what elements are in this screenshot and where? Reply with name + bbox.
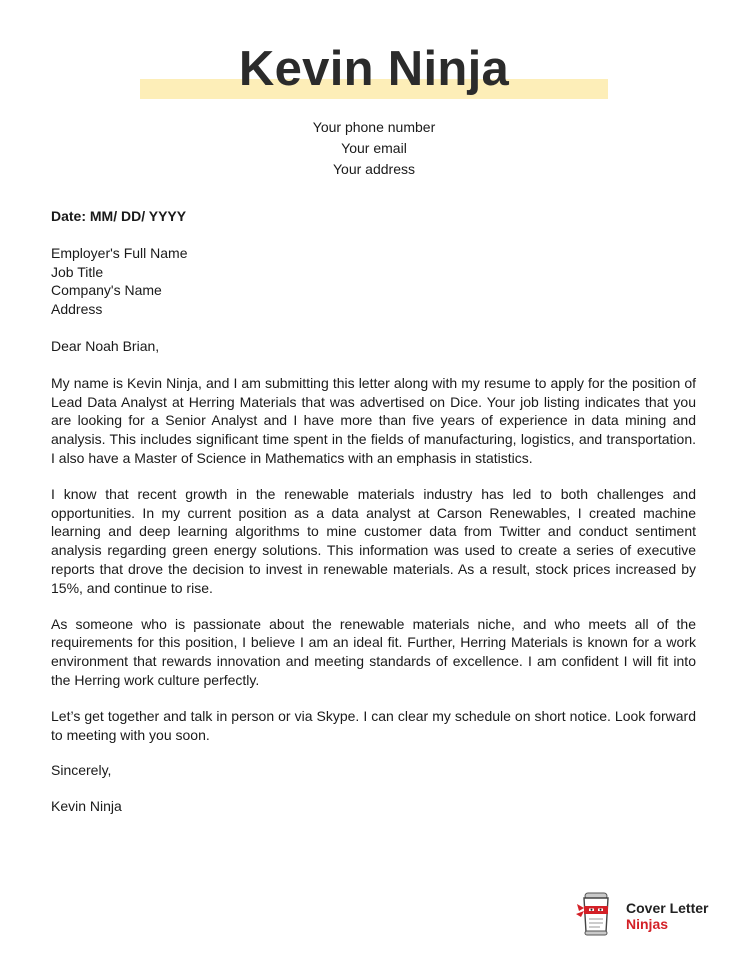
letter-body — [51, 207, 696, 816]
paragraph-fit: As someone who is passionate about the renewable materials niche, and who meets all of the requirements for this position, I believe I am an ideal fit. Further, Herring Materials is known for a work environment that rewards innovation and meeting standards of excellence. I am confident I will fit into the Herring work culture perfectly. — [51, 615, 696, 688]
logo-line-ninjas: Ninjas — [626, 916, 669, 932]
recipient-address: Address — [51, 301, 103, 318]
logo-line-cover-letter: Cover Letter — [626, 900, 709, 916]
paragraph-intro: My name is Kevin Ninja, and I am submitting this letter along with my resume to apply for the position of Lead Data Analyst at Herring Materials that was advertised on Dice. Your job listing indicates that you are looking for a Senior Analyst and I have more than five years of experience in data mining and analysis. This includes significant time spent in the fields of manufacturing, logistics, and transportation. I also have a Master of Science in Mathematics with an emphasis in statistics. — [51, 374, 696, 466]
applicant-name: Kevin Ninja — [238, 42, 510, 96]
recipient-block — [51, 244, 696, 319]
contact-email: Your email — [341, 140, 407, 156]
closing: Sincerely, — [51, 762, 112, 779]
logo-wordmark — [626, 900, 708, 932]
letter-date: Date: MM/ DD/ YYYY — [51, 208, 187, 224]
contact-info — [0, 117, 748, 180]
cover-letter-ninjas-logo — [576, 892, 726, 936]
header-name-block — [0, 38, 748, 104]
contact-phone: Your phone number — [312, 119, 436, 135]
recipient-job-title: Job Title — [51, 263, 104, 280]
signature-name: Kevin Ninja — [51, 798, 122, 815]
salutation: Dear Noah Brian, — [51, 337, 160, 354]
ninja-mascot-icon — [576, 892, 616, 936]
recipient-company: Company's Name — [51, 282, 162, 299]
paragraph-experience: I know that recent growth in the renewable materials industry has led to both challenges and opportunities. In my current position as a data analyst at Carson Renewables, I created machine learning and deep learning algorithms to mine customer data from Twitter and conduct sentiment analysis regarding green energy solutions. This information was used to create a series of executive reports that drove the decision to invest in renewable materials. As a result, stock prices increased by 15%, and continue to rise. — [51, 485, 696, 596]
recipient-name: Employer's Full Name — [51, 244, 188, 261]
paragraph-call-to-action: Let’s get together and talk in person or via Skype. I can clear my schedule on short notice. Look forward to meeting with you soon. — [51, 707, 696, 743]
contact-address: Your address — [333, 161, 415, 177]
